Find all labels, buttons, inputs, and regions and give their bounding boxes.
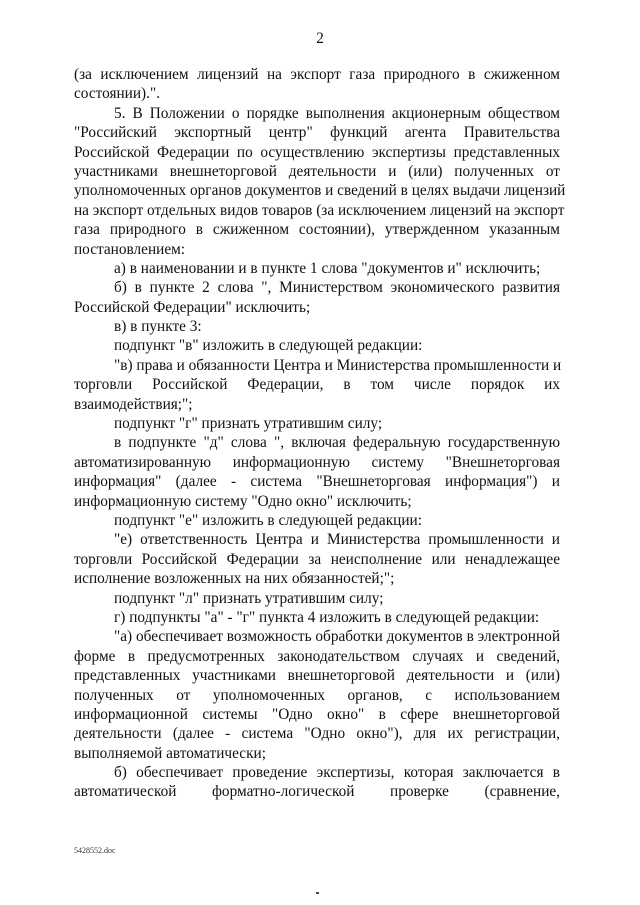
text-line: участниками внешнеторговой деятельности и (или) полученных от (74, 162, 560, 180)
text-line: б) обеспечивает проведение экспертизы, которая заключается в (114, 764, 560, 782)
text-line: форме в предусмотренных законодательством случаях и сведений, (74, 647, 560, 665)
text-line: подпункт "г" признать утратившим силу; (114, 415, 383, 433)
text-line: подпункт "л" признать утратившим силу; (114, 589, 384, 607)
text-line: Российской Федерации по осуществлению экспертизы представленных (74, 143, 560, 161)
text-line: деятельности (далее - система "Одно окно"), для их регистрации, (74, 725, 560, 743)
text-line: в подпункте "д" слова ", включая федеральную государственную (114, 434, 560, 452)
text-line: подпункт "в" изложить в следующей редакции: (114, 337, 423, 355)
text-line: информационную систему "Одно окно" исключить; (74, 492, 412, 510)
text-line: "Российский экспортный центр" функций агента Правительства (74, 124, 560, 142)
text-line: выполняемой автоматически; (74, 744, 266, 762)
text-line: подпункт "е" изложить в следующей редакции: (114, 511, 422, 529)
footer-file-name: 5428552.doc (74, 846, 116, 855)
page-mark (316, 892, 319, 894)
text-line: а) в наименовании и в пункте 1 слова "документов и" исключить; (114, 259, 541, 277)
text-line: уполномоченных органов документов и сведений в целях выдачи лицензий (74, 182, 566, 200)
text-line: взаимодействия;"; (74, 395, 193, 413)
text-line: (за исключением лицензий на экспорт газа природного в сжиженном (74, 66, 560, 83)
text-line: Российской Федерации" исключить; (74, 298, 311, 316)
text-line: представленных участниками внешнеторговой деятельности и (или) (74, 667, 560, 685)
text-line: информация" (далее - система "Внешнеторговая информация") и (74, 473, 560, 491)
text-line: автоматической форматно-логической проверке (сравнение, (74, 783, 560, 801)
text-line: г) подпункты "а" - "г" пункта 4 изложить в следующей редакции: (114, 608, 540, 626)
text-line: информационной системы "Одно окно" в сфере внешнеторговой (74, 705, 560, 723)
text-line: 5. В Положении о порядке выполнения акционерным обществом (114, 104, 560, 122)
text-line: состоянии).". (74, 85, 161, 103)
text-line: торговли Российской Федерации за неисполнение или ненадлежащее (74, 550, 560, 568)
text-line: автоматизированную информационную систему "Внешнеторговая (74, 453, 560, 471)
text-line: "е) ответственность Центра и Министерства промышленности и (114, 531, 560, 549)
page-number: 2 (316, 30, 324, 47)
text-line: постановлением: (74, 240, 186, 258)
text-line: "в) права и обязанности Центра и Министерства промышленности и (114, 356, 562, 374)
text-line: на экспорт отдельных видов товаров (за исключением лицензий на экспорт (74, 201, 565, 219)
text-line: исполнение возложенных на них обязанностей;"; (74, 570, 395, 588)
text-line: полученных от уполномоченных органов, с использованием (74, 686, 560, 704)
text-line: газа природного в сжиженном состоянии), утвержденном указанным (74, 221, 560, 239)
document-body (74, 65, 566, 802)
text-line: "а) обеспечивает возможность обработки документов в электронной (114, 628, 560, 646)
text-line: в) в пункте 3: (114, 318, 202, 336)
text-line: торговли Российской Федерации, в том числе порядок их (74, 376, 560, 394)
text-line: б) в пункте 2 слова ", Министерством экономического развития (114, 279, 560, 297)
